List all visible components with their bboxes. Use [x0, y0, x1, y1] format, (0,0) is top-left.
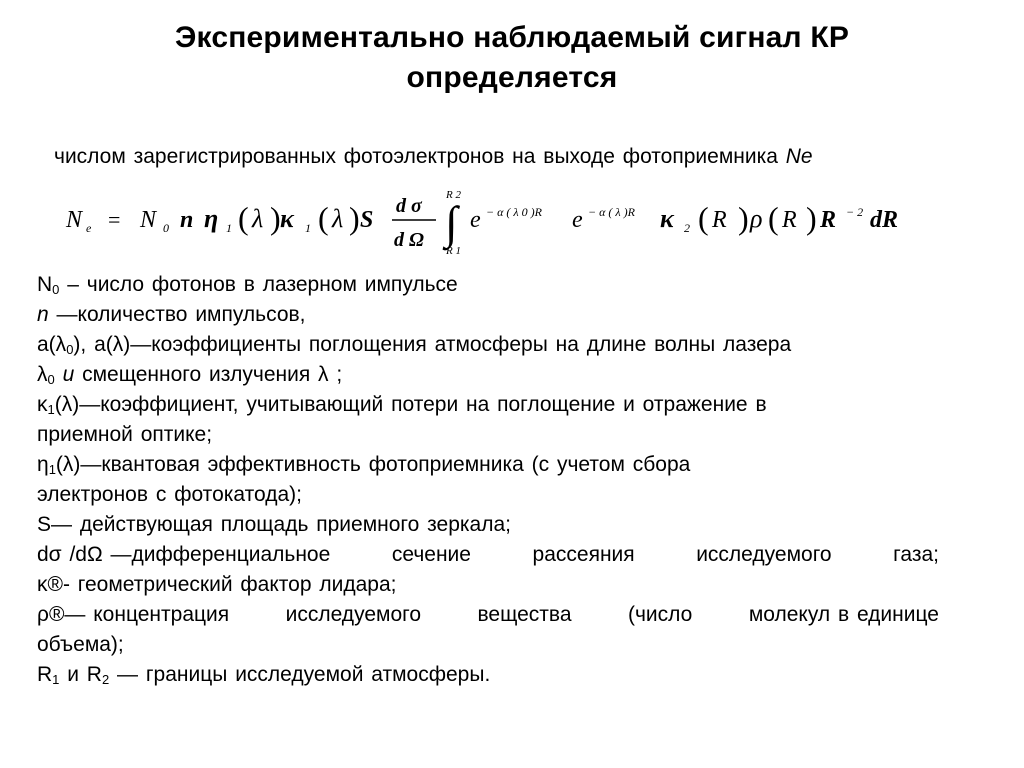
def-kappa1-sub: 1 — [47, 402, 55, 417]
def-lambda-and: и — [54, 363, 75, 386]
formula-sub-0: 0 — [163, 221, 169, 235]
def-geometric-factor: κ®- геометрический фактор лидара; — [37, 573, 397, 596]
integral-sign: ∫ — [445, 197, 458, 248]
formula-kappa-1: κ — [280, 204, 294, 233]
def-cross-section-word: сечение — [391, 543, 471, 566]
def-R2-symbol: и R — [59, 663, 102, 686]
formula-exp1-base: e — [470, 207, 481, 233]
def-N0-symbol: N — [37, 273, 53, 296]
def-cross-section — [37, 540, 939, 570]
title-line-1: Экспериментально наблюдаемый сигнал КР — [174, 21, 850, 54]
formula-equals: = — [108, 207, 121, 232]
formula-sub-1b: 1 — [305, 221, 311, 235]
def-lambda-symbol: λ — [37, 363, 48, 386]
formula-R-3: R — [820, 207, 837, 233]
def-concentration-word: вещества — [477, 603, 572, 626]
def-alpha — [37, 330, 947, 360]
def-lambda — [37, 360, 947, 390]
def-cross-section-word: dσ /dΩ —дифференциальное — [37, 543, 331, 566]
def-N0-text: – число фотонов в лазерном импульсе — [59, 273, 458, 296]
integral-lower-limit: R 1 — [446, 245, 461, 257]
formula-sub-1a: 1 — [226, 221, 232, 235]
def-concentration-word: молекул в единице — [748, 603, 939, 626]
def-lambda-sub: 0 — [47, 372, 55, 387]
def-R-bounds-text: — границы исследуемой атмосферы. — [109, 663, 491, 686]
def-S: S— действующая площадь приемного зеркала; — [37, 513, 511, 536]
def-concentration-word: (число — [628, 603, 693, 626]
intro-variable: Ne — [785, 145, 813, 168]
def-alpha-a: a(λ — [37, 333, 67, 356]
def-eta — [37, 450, 947, 480]
def-n-text: —количество импульсов, — [48, 303, 306, 326]
formula-R-1: R — [712, 207, 727, 233]
formula-lparen-1: ( — [238, 200, 249, 236]
formula-exp2-power: − α ( λ )R — [588, 205, 635, 219]
def-N0-sub: 0 — [52, 282, 60, 297]
formula-S: S — [360, 207, 374, 233]
formula-lambda-2: λ — [332, 204, 344, 233]
formula-dR: dR — [870, 207, 899, 233]
intro-text: числом зарегистрированных фотоэлектронов на выходе фотоприемника — [54, 145, 778, 168]
integral-upper-limit: R 2 — [446, 189, 461, 201]
formula-n: n — [180, 207, 194, 233]
def-eta-text: (λ)—квантовая эффективность фотоприемника (с учетом сбора — [55, 453, 691, 476]
def-eta-symbol: η — [37, 453, 49, 476]
def-alpha-sub: 0 — [66, 342, 74, 357]
def-cross-section-word: газа; — [893, 543, 939, 566]
formula-rparen-2: ) — [349, 200, 360, 236]
formula-lparen-2: ( — [318, 200, 329, 236]
formula-lparen-3: ( — [698, 200, 709, 236]
def-kappa1-text: (λ)—коэффициент, учитывающий потери на поглощение и отражение в — [54, 393, 767, 416]
lidar-equation — [0, 180, 1024, 260]
def-concentration-word: ρ®— концентрация — [37, 603, 230, 626]
def-kappa1-cont: приемной оптике; — [37, 423, 213, 446]
formula-d-omega: d Ω — [394, 229, 424, 251]
def-R2-sub: 2 — [101, 672, 110, 687]
formula-lparen-4: ( — [768, 200, 779, 236]
formula-rparen-4: ) — [806, 200, 817, 236]
definitions-list — [37, 270, 947, 690]
def-n — [37, 300, 947, 330]
def-concentration-cont: объема); — [37, 633, 124, 656]
def-R1-sub: 1 — [52, 672, 60, 687]
formula-power-minus-2: − 2 — [846, 205, 864, 219]
formula-kappa-2: κ — [660, 204, 674, 233]
formula-rho: ρ — [750, 204, 763, 233]
formula-R-2: R — [782, 207, 797, 233]
formula-sub-2: 2 — [684, 221, 690, 235]
formula-rparen-3: ) — [738, 200, 749, 236]
def-n-symbol: n — [37, 303, 49, 326]
formula-exp2-base: e — [572, 207, 583, 233]
def-N0 — [37, 270, 947, 300]
def-concentration-word: исследуемого — [285, 603, 422, 626]
title-line-2: определяется — [406, 61, 618, 94]
intro-sentence — [54, 142, 813, 172]
def-kappa1-symbol: κ — [37, 393, 48, 416]
def-R1-symbol: R — [37, 663, 53, 686]
formula-sub-e: e — [86, 221, 92, 235]
def-alpha-text: ), a(λ)—коэффициенты поглощения атмосферы на длине волны лазера — [73, 333, 792, 356]
formula-d-sigma: d σ — [396, 195, 422, 217]
lidar-equation-svg — [0, 180, 1024, 260]
def-eta-cont: электронов с фотокатода); — [37, 483, 302, 506]
def-concentration — [37, 600, 939, 630]
formula-N: N — [66, 207, 83, 233]
def-eta-sub: 1 — [48, 462, 56, 477]
def-cross-section-word: рассеяния — [532, 543, 635, 566]
def-R-bounds — [37, 660, 947, 690]
def-kappa1 — [37, 390, 947, 420]
formula-rparen-1: ) — [270, 200, 281, 236]
formula-exp1-power: − α ( λ 0 )R — [486, 205, 542, 219]
formula-N0: N — [140, 207, 157, 233]
formula-eta: η — [204, 204, 219, 233]
formula-lambda-1: λ — [252, 204, 264, 233]
slide-title — [0, 18, 1024, 98]
def-cross-section-word: исследуемого — [696, 543, 832, 566]
def-lambda-text: смещенного излучения λ ; — [74, 363, 343, 386]
